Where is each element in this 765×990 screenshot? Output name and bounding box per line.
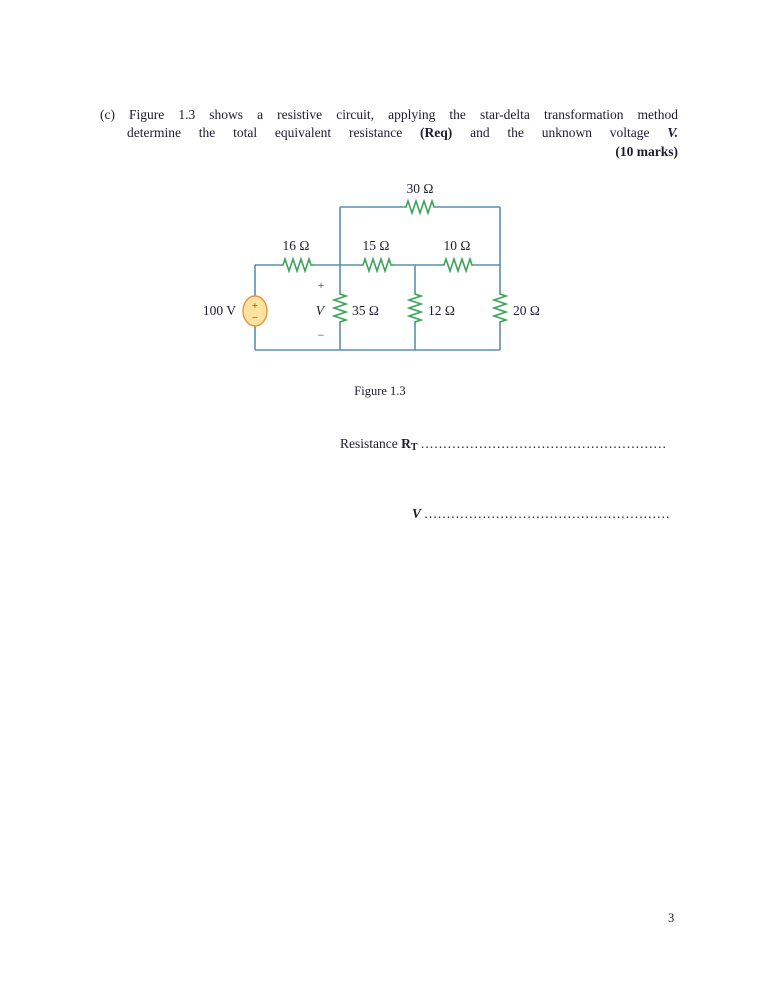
resistor-10ohm-zigzag (442, 259, 474, 271)
question-part-label: (c) (100, 107, 115, 122)
resistance-label: Resistance (340, 436, 398, 451)
resistor-15ohm-zigzag (361, 259, 393, 271)
marks-label: (10 marks) (615, 144, 678, 159)
source-voltage-label: 100 V (202, 303, 236, 318)
req-bold-text: (Req) (420, 125, 453, 140)
question-text-line1: Figure 1.3 shows a resistive circuit, applying the star-delta transformation method (129, 107, 679, 122)
circuit-wires (255, 207, 500, 350)
resistor-30ohm-label: 30 Ω (406, 181, 434, 196)
resistor-15ohm-label: 15 Ω (362, 238, 390, 253)
resistance-symbol-subscript: T (410, 442, 418, 453)
question-text-line2b: and the unknown voltage (470, 125, 650, 140)
voltage-answer-symbol: V (412, 506, 422, 521)
resistor-16ohm-zigzag (281, 259, 313, 271)
source-plus-sign: + (251, 300, 259, 312)
page-number: 3 (668, 911, 675, 925)
question-text-line2a: determine the total equivalent resistance (127, 125, 403, 140)
resistor-12ohm-label: 12 Ω (428, 303, 455, 318)
resistor-35ohm-zigzag (334, 292, 346, 324)
resistor-16ohm-label: 16 Ω (282, 238, 310, 253)
voltage-answer-line (412, 506, 671, 522)
resistor-20ohm-label: 20 Ω (513, 303, 540, 318)
unknown-voltage-label: V (315, 303, 324, 318)
resistor-20ohm-zigzag (494, 292, 506, 324)
voltage-plus-sign: + (317, 278, 325, 292)
resistor-10ohm-label: 10 Ω (443, 238, 471, 253)
resistance-symbol: R (401, 436, 411, 451)
resistance-answer-line (340, 436, 667, 453)
resistance-answer-dots: ....................................................... (420, 436, 668, 451)
figure-caption: Figure 1.3 (354, 384, 406, 398)
source-minus-sign: − (251, 312, 259, 324)
resistor-35ohm-label: 35 Ω (352, 303, 379, 318)
resistor-30ohm-zigzag (404, 201, 436, 213)
voltage-minus-sign: − (317, 328, 325, 342)
voltage-answer-dots: ....................................................... (424, 506, 671, 521)
resistor-12ohm-zigzag (409, 292, 421, 324)
voltage-symbol-text: V. (667, 125, 679, 140)
